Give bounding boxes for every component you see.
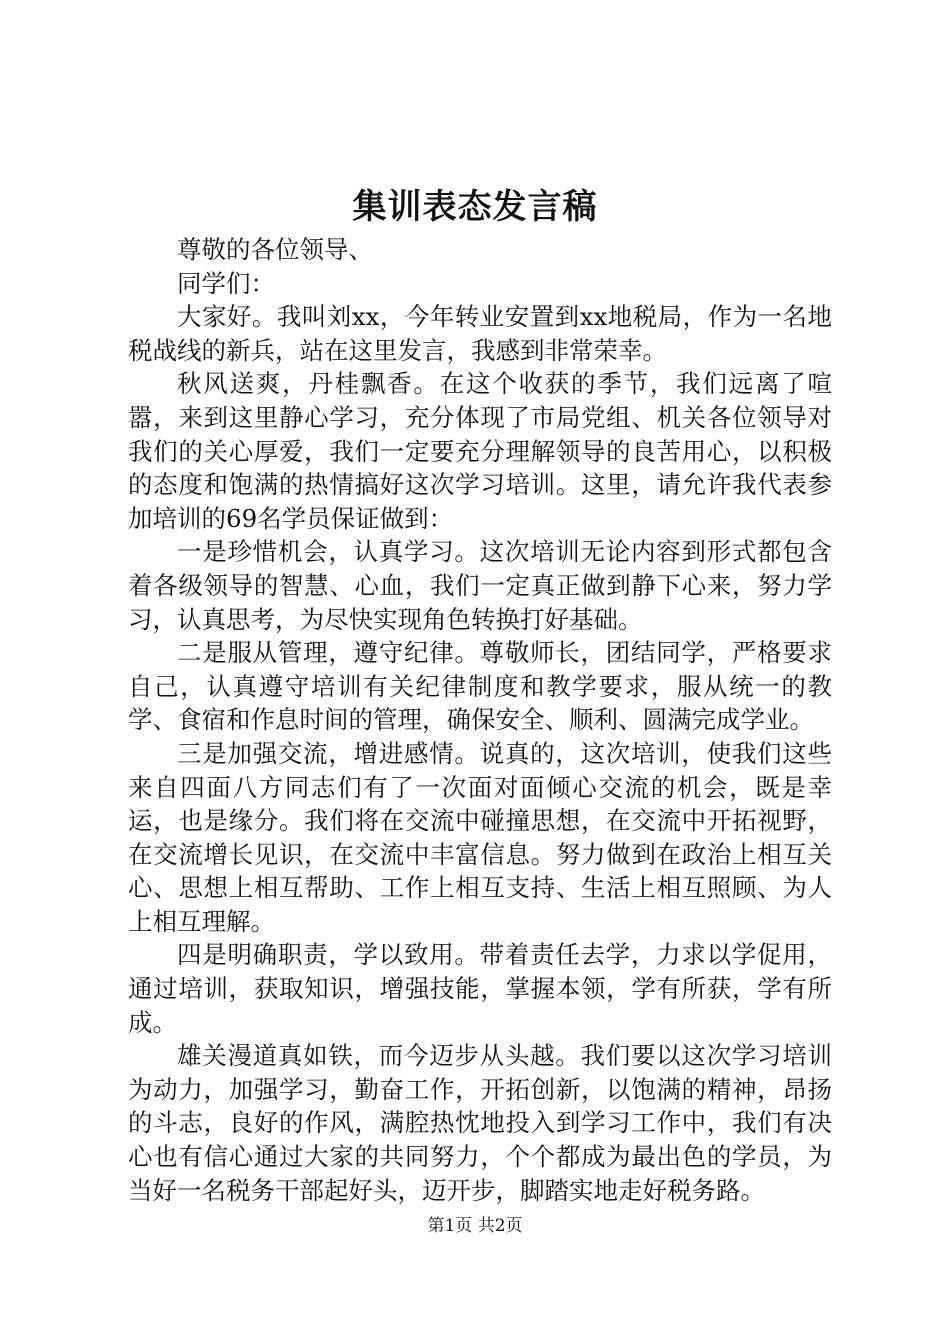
paragraph-closing: 雄关漫道真如铁，而今迈步从头越。我们要以这次学习培训为动力，加强学习，勤奋工作，开拓创新，以饱满的精神，昂扬的斗志，良好的作风，满腔热忱地投入到学习工作中，我们有决心也有信心通过大家的共同努力，个个都成为最出色的学员，为当好一名税务干部起好头，迈开步，脚踏实地走好税务路。 (128, 1041, 832, 1205)
paragraph-context: 秋风送爽，丹桂飘香。在这个收获的季节，我们远离了喧嚣，来到这里静心学习，充分体现了市局党组、机关各位领导对我们的关心厚爱，我们一定要充分理解领导的良苦用心，以积极的态度和饱满的热情搞好这次学习培训。这里，请允许我代表参加培训的69名学员保证做到： (128, 369, 832, 533)
salutation-line-2: 同学们： (177, 268, 275, 298)
paragraph-intro: 大家好。我叫刘xx，今年转业安置到xx地税局，作为一名地税战线的新兵，站在这里发言，我感到非常荣幸。 (128, 302, 832, 365)
page-number-footer: 第1页 共2页 (427, 1216, 523, 1236)
paragraph-point-3: 三是加强交流，增进感情。说真的，这次培训，使我们这些来自四面八方同志们有了一次面对面倾心交流的机会，既是幸运，也是缘分。我们将在交流中碰撞思想，在交流中开拓视野，在交流增长见识，在交流中丰富信息。努力做到在政治上相互关心、思想上相互帮助、工作上相互支持、生活上相互照顾、为人上相互理解。 (128, 738, 832, 936)
salutation-line-1: 尊敬的各位领导、 (177, 235, 373, 264)
paragraph-point-1: 一是珍惜机会，认真学习。这次培训无论内容到形式都包含着各级领导的智慧、心血，我们一定真正做到静下心来，努力学习，认真思考，为尽快实现角色转换打好基础。 (128, 537, 832, 634)
document-title: 集训表态发言稿 (352, 187, 598, 227)
paragraph-point-4: 四是明确职责，学以致用。带着责任去学，力求以学促用，通过培训，获取知识，增强技能，掌握本领，学有所获，学有所成。 (128, 940, 832, 1037)
document-body (128, 233, 832, 1207)
paragraph-point-2: 二是服从管理，遵守纪律。尊敬师长，团结同学，严格要求自己，认真遵守培训有关纪律制度和教学要求，服从统一的教学、食宿和作息时间的管理，确保安全、顺利、圆满完成学业。 (128, 638, 832, 735)
